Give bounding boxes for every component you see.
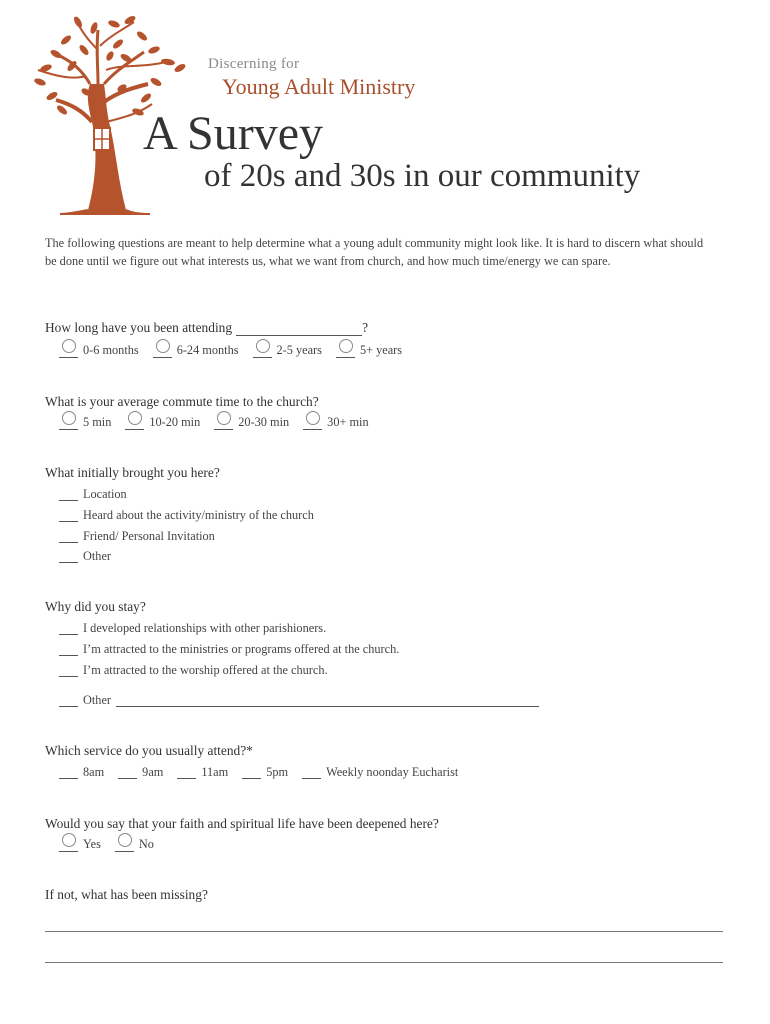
option-label: 11am [201, 765, 229, 779]
blank-line[interactable] [177, 767, 196, 779]
option-label: 2-5 years [276, 343, 322, 357]
blank-line[interactable] [59, 551, 78, 563]
intro-paragraph: The following questions are meant to help determine what a young adult community might look like. It is hard to discern what should be done until we figure out what interests us, what we want from church, and how much time/energy we can spare. [45, 236, 704, 268]
option-other-stay[interactable] [59, 693, 539, 708]
radio-circle-icon[interactable] [115, 838, 134, 852]
option-label: 6-24 months [176, 343, 239, 357]
options-service [59, 765, 472, 780]
option-label: Other [83, 549, 111, 563]
options-commute [59, 415, 383, 430]
radio-circle-icon[interactable] [336, 344, 355, 358]
blank-line[interactable] [59, 767, 78, 779]
question-faith-deepened: Would you say that your faith and spiritual life have been deepened here? [45, 816, 439, 831]
option-label: 5 min [83, 415, 112, 429]
option-6-24-months[interactable] [153, 343, 239, 358]
header-kicker: Discerning for [208, 56, 300, 72]
option-label: 5+ years [359, 343, 403, 357]
question-attending [45, 320, 368, 336]
option-label: 9am [142, 765, 164, 779]
option-yes[interactable] [59, 837, 101, 852]
blank-line[interactable] [59, 695, 78, 707]
option-2-5-years[interactable] [253, 343, 322, 358]
option-label: Heard about the activity/ministry of the church [83, 508, 314, 522]
radio-circle-icon[interactable] [153, 344, 172, 358]
option-other-brought[interactable] [59, 549, 111, 564]
radio-circle-icon[interactable] [253, 344, 272, 358]
question-why-stay: Why did you stay? [45, 599, 146, 614]
option-no[interactable] [115, 837, 154, 852]
answer-line-1[interactable] [45, 931, 723, 932]
option-30-plus-min[interactable] [303, 415, 368, 430]
option-label: 5pm [266, 765, 289, 779]
option-label: 10-20 min [149, 415, 201, 429]
blank-line[interactable] [59, 665, 78, 677]
question-mark: ? [362, 320, 369, 335]
option-weekly-eucharist[interactable] [302, 765, 458, 780]
options-attending [59, 343, 416, 358]
answer-line-2[interactable] [45, 962, 723, 963]
option-5pm[interactable] [242, 765, 288, 780]
option-20-30-min[interactable] [214, 415, 289, 430]
option-11am[interactable] [177, 765, 228, 780]
options-faith [59, 837, 168, 852]
page-title-sub: of 20s and 30s in our community [204, 158, 641, 194]
question-commute: What is your average commute time to the church? [45, 394, 319, 409]
blank-line[interactable] [242, 767, 261, 779]
option-5-plus-years[interactable] [336, 343, 402, 358]
option-5-min[interactable] [59, 415, 111, 430]
radio-circle-icon[interactable] [59, 344, 78, 358]
blank-line[interactable] [59, 623, 78, 635]
blank-line[interactable] [59, 644, 78, 656]
option-label: Other [83, 693, 111, 707]
option-label: 8am [83, 765, 105, 779]
option-label: Weekly noonday Eucharist [326, 765, 459, 779]
option-0-6-months[interactable] [59, 343, 139, 358]
radio-circle-icon[interactable] [59, 416, 78, 430]
option-label: Location [83, 487, 127, 501]
other-stay-input[interactable] [116, 694, 539, 707]
radio-circle-icon[interactable] [214, 416, 233, 430]
option-label: I developed relationships with other parishioners. [83, 621, 327, 635]
option-label: I’m attracted to the worship offered at the church. [83, 663, 328, 677]
blank-line[interactable] [302, 767, 321, 779]
option-label: 30+ min [327, 415, 369, 429]
option-label: Yes [83, 837, 101, 851]
option-9am[interactable] [118, 765, 163, 780]
option-label: 20-30 min [238, 415, 290, 429]
blank-line[interactable] [59, 489, 78, 501]
option-10-20-min[interactable] [125, 415, 200, 430]
attending-blank[interactable] [236, 323, 362, 336]
blank-line[interactable] [118, 767, 137, 779]
blank-line[interactable] [59, 510, 78, 522]
question-service: Which service do you usually attend?* [45, 743, 253, 758]
option-relationships[interactable] [59, 621, 326, 636]
header-subtitle: Young Adult Ministry [222, 74, 416, 99]
question-initially-brought: What initially brought you here? [45, 465, 220, 480]
option-label: Friend/ Personal Invitation [83, 529, 215, 543]
radio-circle-icon[interactable] [59, 838, 78, 852]
question-missing: If not, what has been missing? [45, 887, 208, 902]
option-8am[interactable] [59, 765, 104, 780]
option-label: No [138, 837, 154, 851]
option-label: 0-6 months [83, 343, 139, 357]
page-title: A Survey [143, 107, 323, 160]
option-worship[interactable] [59, 663, 328, 678]
question-label: How long have you been attending [45, 320, 233, 335]
option-location[interactable] [59, 487, 127, 502]
radio-circle-icon[interactable] [125, 416, 144, 430]
option-label: I’m attracted to the ministries or programs offered at the church. [83, 642, 400, 656]
option-ministries[interactable] [59, 642, 399, 657]
option-friend-invitation[interactable] [59, 529, 215, 544]
radio-circle-icon[interactable] [303, 416, 322, 430]
blank-line[interactable] [59, 531, 78, 543]
option-heard-about[interactable] [59, 508, 314, 523]
